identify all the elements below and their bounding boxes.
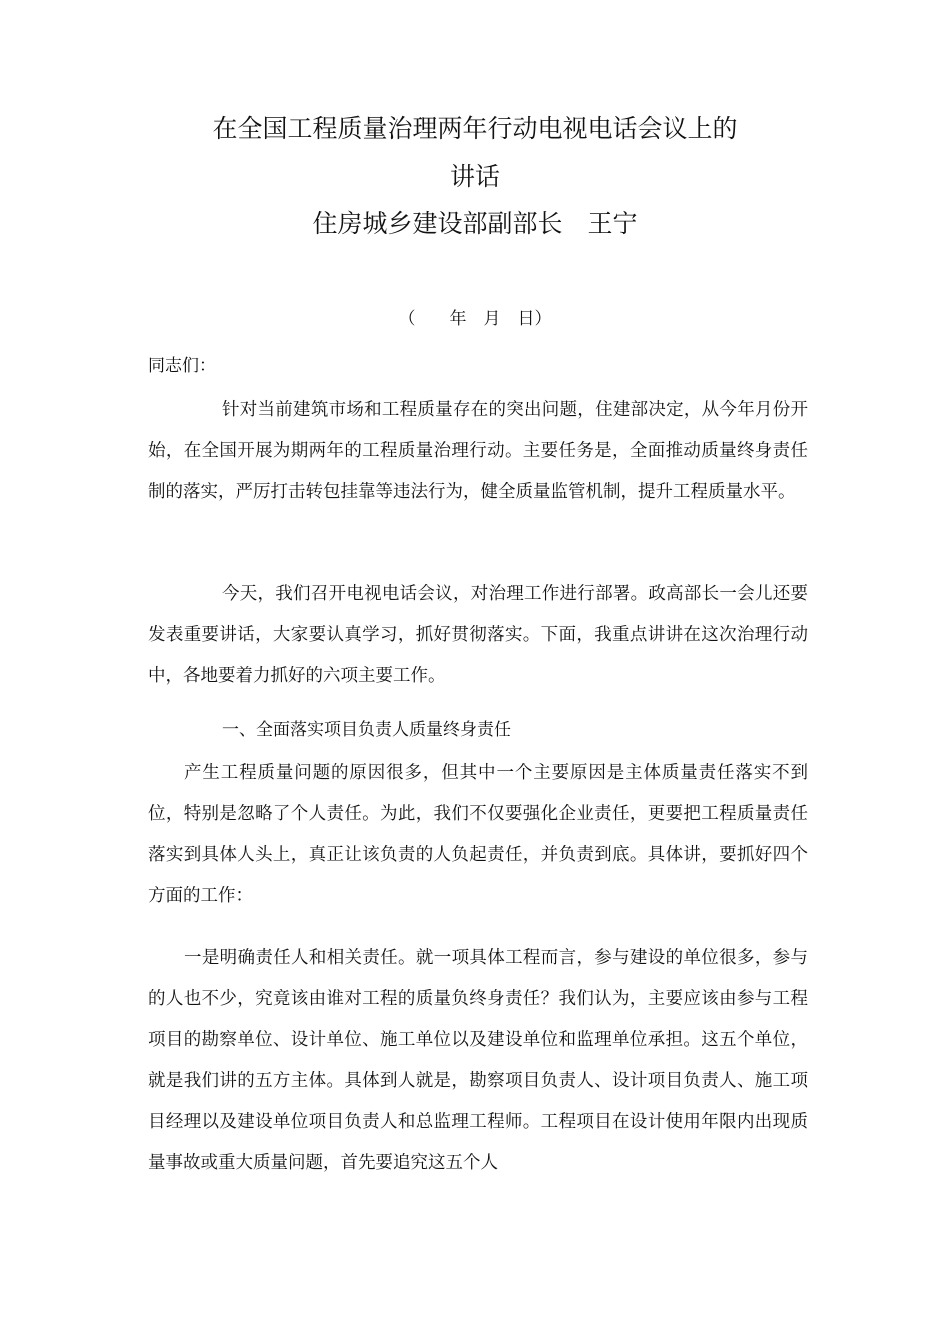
title-line-1: 在全国工程质量治理两年行动电视电话会议上的 bbox=[212, 114, 738, 143]
paragraph-1: 针对当前建筑市场和工程质量存在的突出问题，住建部决定，从今年月份开始，在全国开展为期两年的工程质量治理行动。主要任务是，全面推动质量终身责任制的落实，严厉打击转包挂靠等违法行为，健全质量监管机制，提升工程质量水平。 bbox=[148, 400, 808, 502]
paragraph-2: 今天，我们召开电视电话会议，对治理工作进行部署。政高部长一会儿还要发表重要讲话，大家要认真学习，抓好贯彻落实。下面，我重点讲讲在这次治理行动中，各地要着力抓好的六项主要工作。 bbox=[148, 584, 808, 686]
paragraph-3: 产生工程质量问题的原因很多，但其中一个主要原因是主体质量责任落实不到位，特别是忽略了个人责任。为此，我们不仅要强化企业责任，更要把工程质量责任落实到具体人头上，真正让该负责的人负起责任，并负责到底。具体讲，要抓好四个方面的工作： bbox=[148, 763, 808, 906]
date-line: （ 年 月 日） bbox=[398, 309, 552, 329]
section-heading: 一、全面落实项目负责人质量终身责任 bbox=[222, 720, 511, 740]
paragraph-4: 一是明确责任人和相关责任。就一项具体工程而言，参与建设的单位很多，参与的人也不少，究竟该由谁对工程的质量负终身责任？我们认为，主要应该由参与工程项目的勘察单位、设计单位、施工单位以及建设单位和监理单位承担。这五个单位，就是我们讲的五方主体。具体到人就是，勘察项目负责人、设计项目负责人、施工项目经理以及建设单位项目负责人和总监理工程师。工程项目在设计使用年限内出现质量事故或重大质量问题，首先要追究这五个人 bbox=[148, 948, 808, 1173]
title-line-2: 讲话 bbox=[449, 162, 500, 191]
salutation: 同志们： bbox=[148, 356, 216, 376]
author-line: 住房城乡建设部副部长 王宁 bbox=[312, 209, 638, 238]
